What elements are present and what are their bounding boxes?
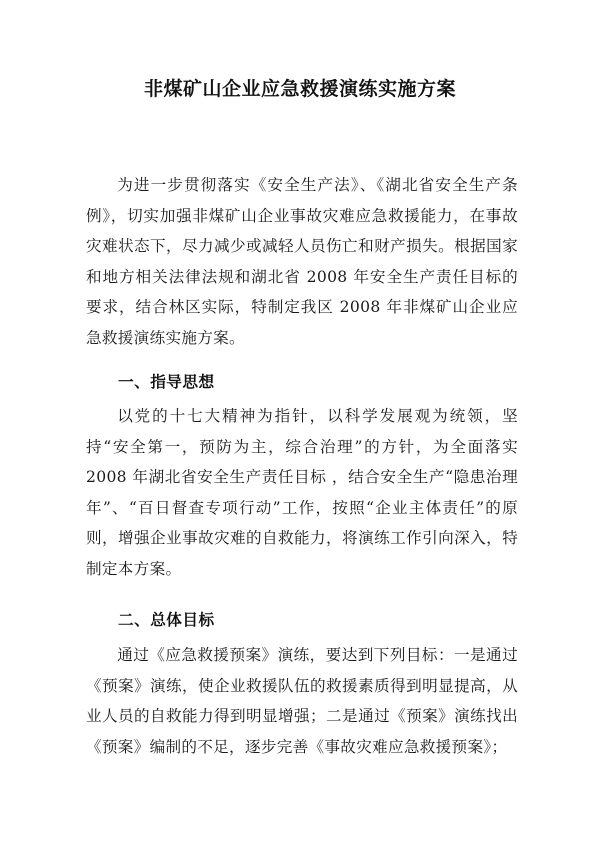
- section-body-overall-goals: 通过《应急救援预案》演练，要达到下列目标：一是通过《预案》演练，使企业救援队伍的救援素质得到明显提高，从业人员的自救能力得到明显增强；二是通过《预案》演练找出《预案》编制的不足，逐步完善《事故灾难应急救援预案》；: [86, 646, 518, 756]
- section-heading-guiding-ideology: 一、指导思想: [118, 373, 215, 391]
- section-heading-overall-goals: 二、总体目标: [118, 611, 215, 629]
- intro-paragraph: 为进一步贯彻落实《安全生产法》、《湖北省安全生产条例》，切实加强非煤矿山企业事故灾难应急救援能力，在事故灾难状态下，尽力减少或减轻人员伤亡和财产损失。根据国家和地方相关法律法规和湖北省 2008 年安全生产责任目标的要求，结合林区实际，特制定我区 2008 年非煤矿山企业应急救援演练实施方案。: [86, 176, 518, 347]
- document-title: 非煤矿山企业应急救援演练实施方案: [143, 78, 456, 100]
- section-body-guiding-ideology: 以党的十七大精神为指针，以科学发展观为统领，坚持“安全第一，预防为主，综合治理”的方针，为全面落实 2008 年湖北省安全生产责任目标 ，结合安全生产“隐患治理年”、“百日督查专项行动”工作，按照“企业主体责任”的原则，增强企业事故灾难的自救能力，将演练工作引向深入，特制定本方案。: [86, 407, 518, 578]
